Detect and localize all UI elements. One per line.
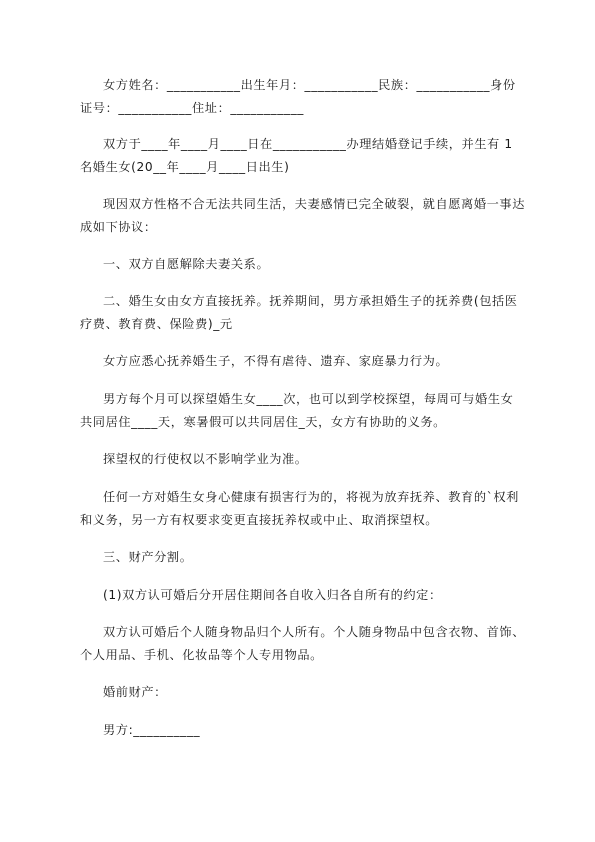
paragraph-clause-2: 二、婚生女由女方直接抚养。抚养期间，男方承担婚生子的抚养费(包括医疗费、教育费、保险费)_元 <box>80 294 518 331</box>
paragraph-visitation-limit: 探望权的行使权以不影响学业为准。 <box>103 452 308 466</box>
paragraph-clause-3: 三、财产分割。 <box>103 550 193 564</box>
paragraph-man-field: 男方:__________ <box>103 723 201 737</box>
paragraph-personal-items: 双方认可婚后个人随身物品归个人所有。个人随身物品中包含衣物、首饰、个人用品、手机、化妆品等个人专用物品。 <box>80 625 525 662</box>
paragraph-visitation: 男方每个月可以探望婚生女____次，也可以到学校探望，每周可与婚生女共同居住____天，寒暑假可以共同居住_天，女方有协助的义务。 <box>80 392 514 429</box>
paragraph-clause-1: 一、双方自愿解除夫妻关系。 <box>103 257 270 271</box>
paragraph-care-duty: 女方应悉心抚养婚生子，不得有虐待、遗弃、家庭暴力行为。 <box>103 354 449 368</box>
paragraph-woman-info: 女方姓名：___________出生年月：___________民族：___________身份证号：___________住址：___________ <box>80 78 516 115</box>
paragraph-marriage-registration: 双方于____年____月____日在___________办理结婚登记手续，并生有 1 名婚生女(20__年____月____日出生) <box>80 137 513 174</box>
paragraph-harm-clause: 任何一方对婚生女身心健康有损害行为的，将视为放弃抚养、教育的`权利和义务，另一方有权要求变更直接抚养权或中止、取消探望权。 <box>80 490 519 527</box>
paragraph-income-agreement: (1)双方认可婚后分开居住期间各自收入归各自所有的约定： <box>103 588 442 602</box>
paragraph-divorce-reason: 现因双方性格不合无法共同生活，夫妻感情已完全破裂，就自愿离婚一事达成如下协议： <box>80 197 525 234</box>
paragraph-premarital-property: 婚前财产： <box>103 685 167 699</box>
